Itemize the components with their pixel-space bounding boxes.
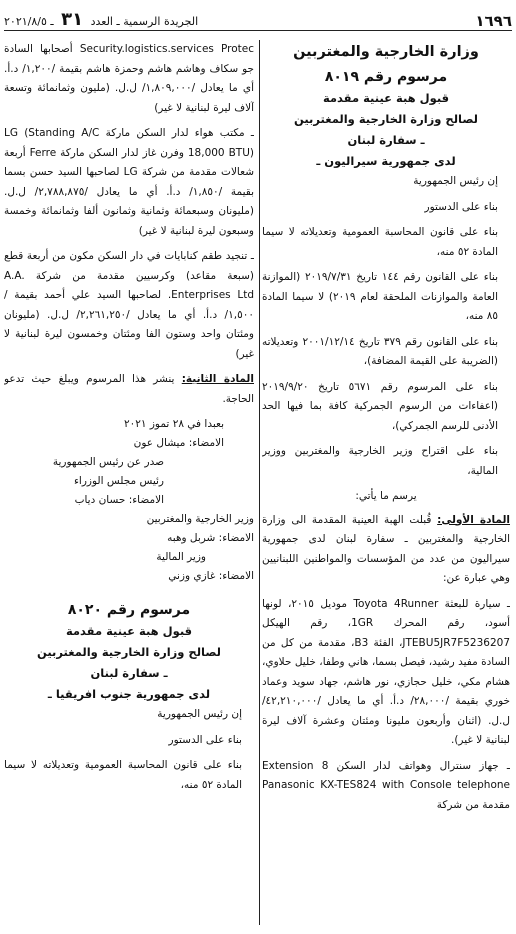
decree-2-preamble-president: إن رئيس الجمهورية	[157, 708, 242, 720]
prime-minister-title: رئيس مجلس الوزراء	[73, 475, 164, 487]
signature-foreign-minister: الامضاء: شربل وهبه	[167, 532, 254, 544]
article-1	[262, 511, 510, 589]
ministry-title: وزارة الخارجية والمغتربين	[293, 44, 479, 60]
article-2-label: المادة الثانية:	[181, 373, 254, 385]
decree-subject-1: قبول هبة عينية مقدمة	[322, 91, 450, 105]
donation-item-3: ـ مكتب هواء لدار السكن ماركة LG (Standing A/C 18,000 BTU) وفرن غاز لدار السكن ماركة Ferre أربعة شعالات مقدمة من شركة LG لصاحبها السيد حسن بسما بقيمة /١,٨٥٠/ د.أ. أي ما يعادل /٢,٧٨٨,٨٧٥/ ل.ل. (مليونان وسبعمائة وثمانية وثمانون ألفا وثمانمائة وخمسة وسبعون ليرة لبنانية لا غير)	[4, 127, 254, 237]
decree-2-preamble-constitution: بناء على الدستور	[168, 733, 242, 746]
decree-title	[262, 67, 510, 172]
column-divider	[259, 40, 260, 925]
decrees-line: يرسم ما يأتي:	[355, 490, 417, 502]
preamble-president: إن رئيس الجمهورية	[413, 175, 498, 187]
signature-finance-minister: الامضاء: غازي وزني	[168, 570, 254, 582]
decree-2-subject-2: لصالح وزارة الخارجية والمغتربين	[37, 645, 221, 659]
decree-number: مرسوم رقم ٨٠١٩	[324, 69, 448, 85]
article-2	[4, 370, 254, 409]
preamble-constitution: بناء على الدستور	[424, 200, 498, 213]
journal-info	[4, 9, 198, 30]
decree-2-number: مرسوم رقم ٨٠٢٠	[67, 602, 191, 618]
foreign-minister-title: وزير الخارجية والمغتربين	[146, 513, 254, 525]
decree-2-subject-1: قبول هبة عينية مقدمة	[65, 624, 193, 638]
decree-2-subject-3: ـ سفارة لبنان	[90, 666, 168, 680]
left-column	[4, 40, 254, 930]
donation-item-1: ـ سيارة للبعثة Toyota 4Runner موديل ٢٠١٥، لونها أسود، رقم المحرك 1GR، رقم الهيكل JTEBU5JR7F5236207، الفئة B3، مقدمة من كل من السادة مفيد رشيد، فيصل بسما، هاني وطفا، خليل حلاوي، هشام مكي، خليل حجازي، نور هاشم، جهاد سويد وعماد خوري بقيمة /٢٨,٠٠٠/ د.أ. أي ما يعادل /٤٢,٢١٠,٠٠٠/ ل.ل. (اثنان وأربعون مليونا ومئتان وعشرة آلاف ليرة لبنانية لا غير).	[262, 597, 510, 746]
journal-name: الجريدة الرسمية ـ العدد	[90, 15, 199, 28]
decree-2-title	[4, 600, 254, 705]
article-1-text: قُبلت الهبة العينية المقدمة الى وزارة الخارجية والمغتربين ـ سفارة لبنان لدى جمهورية سيراليون من عدد من المؤسسات والمواطنين اللبنانيين وهي عبارة عن:	[262, 513, 510, 584]
decree-2-preamble-accounting-law: بناء على قانون المحاسبة العمومية وتعديلاته لا سيما المادة ٥٢ منه،	[4, 759, 242, 791]
donation-item-2-cont: Security.logistics.services Protec أصحابها السادة جو سكاف وهاشم هاشم وحمزة هاشم بقيمة /١,٢٠٠/ د.أ. أي ما يعادل /١,٨٠٩,٠٠٠/ ل.ل. (مليون وثمانمائة وتسعة آلاف ليرة لبنانية لا غير)	[4, 43, 254, 114]
right-column	[262, 40, 510, 930]
finance-minister-title: وزير المالية	[156, 551, 206, 563]
issue-date: ـ ٢٠٢١/٨/٥	[4, 15, 54, 28]
preamble-proposal: بناء على اقتراح وزير الخارجية والمغتربين ووزير المالية،	[262, 445, 498, 477]
page-header	[4, 8, 512, 31]
article-2-text: ينشر هذا المرسوم ويبلغ حيث تدعو الحاجة.	[4, 373, 254, 405]
issued-by-president: صدر عن رئيس الجمهورية	[52, 456, 164, 468]
decree-subject-2: لصالح وزارة الخارجية والمغتربين	[294, 112, 478, 126]
donation-item-2: ـ جهاز سنترال وهواتف لدار السكن 8 Extension Panasonic KX-TES824 with Console telephone مقدمة من شركة	[262, 759, 510, 811]
decree-subject-4: لدى جمهورية سيراليون ـ	[316, 154, 456, 168]
preamble-decree-5671: بناء على المرسوم رقم ٥٦٧١ تاريخ ٢٠١٩/٩/٢٠ (اعفاءات من الرسوم الجمركية كافة بما فيها الحد الأدنى للرسم الجمركي)،	[262, 380, 498, 432]
issue-number: ٣١	[61, 9, 84, 30]
preamble-accounting-law: بناء على قانون المحاسبة العمومية وتعديلاته لا سيما المادة ٥٢ منه،	[262, 226, 498, 258]
page-number: ١٦٩٦	[475, 12, 512, 30]
article-1-label: المادة الأولى:	[437, 513, 510, 526]
preamble-law-379: بناء على القانون رقم ٣٧٩ تاريخ ٢٠٠١/١٢/١٤ وتعديلاته (الضريبة على القيمة المضافة)،	[262, 335, 498, 367]
signature-president: الامضاء: ميشال عون	[133, 437, 224, 449]
signature-prime-minister: الامضاء: حسان دياب	[74, 494, 164, 506]
preamble-law-144: بناء على القانون رقم ١٤٤ تاريخ ٢٠١٩/٧/٣١ (الموازنة العامة والموازنات الملحقة لعام ٢٠١٩) لا سيما المادة ٨٥ منه،	[262, 271, 498, 322]
signing-date: بعبدا في ٢٨ تموز ٢٠٢١	[123, 418, 224, 430]
decree-2-subject-4: لدى جمهورية جنوب افريقيا ـ	[47, 687, 211, 701]
decree-subject-3: ـ سفارة لبنان	[347, 133, 425, 147]
donation-item-4: ـ تنجيد طقم كنابايات في دار السكن مكون من أربعة قطع (سبعة مقاعد) وكرسيين مقدمة من شركة A.A. Enterprises Ltd. لصاحبها السيد علي أحمد بقيمة /١,٥٠٠/ د.أ. أي ما يعادل /٢,٢٦١,٢٥٠/ ل.ل. (مليونان ومئتان واحد وستون الفا ومئتان وخمسون ليرة لبنانية لا غير)	[4, 250, 254, 360]
